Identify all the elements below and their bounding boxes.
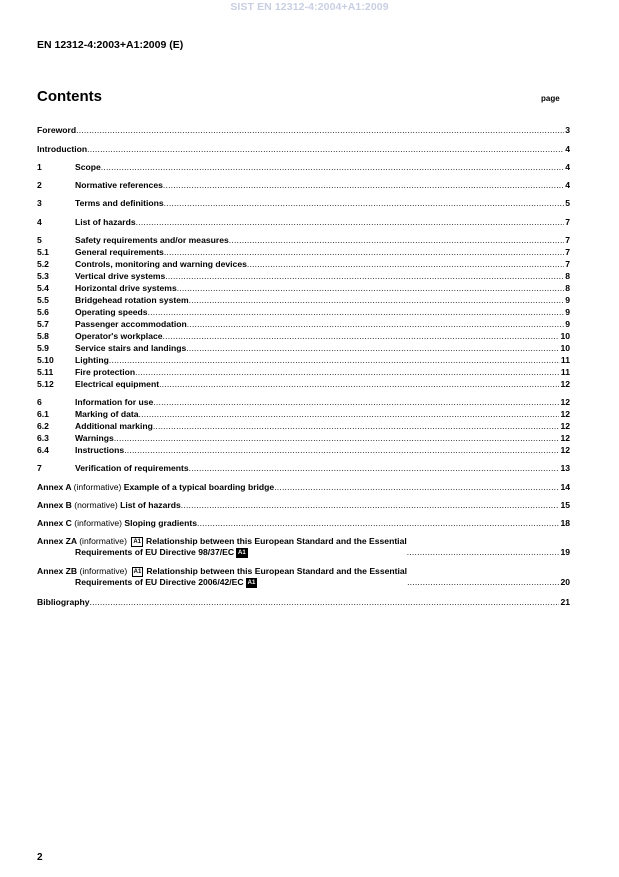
dot-leader bbox=[109, 355, 560, 366]
toc-entry-page: 20 bbox=[560, 577, 570, 587]
toc-entry-title: List of hazards bbox=[75, 217, 136, 227]
amendment-end-icon: A1 bbox=[247, 580, 256, 586]
toc-entry[interactable] bbox=[37, 367, 570, 378]
toc-bibliography[interactable] bbox=[37, 597, 570, 608]
toc-entry-page: 8 bbox=[565, 283, 570, 293]
toc-entry[interactable] bbox=[37, 433, 570, 444]
annex-title: Example of a typical boarding bridge bbox=[123, 482, 275, 492]
toc-entry-title: Safety requirements and/or measures bbox=[75, 235, 229, 245]
toc-entry[interactable] bbox=[37, 198, 570, 209]
toc-entry-number: 5.10 bbox=[37, 355, 54, 365]
dot-leader bbox=[87, 144, 564, 155]
toc-entry-page: 7 bbox=[565, 259, 570, 269]
toc-entry-number: 5.5 bbox=[37, 295, 49, 305]
dot-leader bbox=[189, 463, 560, 474]
toc-annex-za[interactable] bbox=[37, 536, 570, 558]
page-column-label: page bbox=[541, 94, 560, 103]
toc-entry-page: 18 bbox=[560, 518, 570, 528]
toc-entry[interactable] bbox=[37, 463, 570, 474]
toc-entry[interactable] bbox=[37, 295, 570, 306]
toc-entry-title: Operator's workplace bbox=[75, 331, 163, 341]
toc-entry-number: 6.2 bbox=[37, 421, 49, 431]
toc-entry-number: 5.2 bbox=[37, 259, 49, 269]
document-id: EN 12312-4:2003+A1:2009 (E) bbox=[37, 39, 184, 51]
toc-entry-number: 5.12 bbox=[37, 379, 54, 389]
annex-kind: (informative) bbox=[74, 518, 123, 528]
toc-annex-zb[interactable] bbox=[37, 566, 570, 588]
annex-kind: (informative) bbox=[79, 566, 128, 576]
toc-entry-page: 4 bbox=[565, 162, 570, 172]
toc-entry-title: Vertical drive systems bbox=[75, 271, 166, 281]
toc-entry[interactable] bbox=[37, 271, 570, 282]
annex-label: Annex ZA bbox=[37, 536, 77, 546]
toc-entry-number: 6.3 bbox=[37, 433, 49, 443]
toc-entry-page: 9 bbox=[565, 295, 570, 305]
toc-entry-page: 11 bbox=[560, 355, 570, 365]
toc-entry-title: Bibliography bbox=[37, 597, 90, 607]
toc-entry-title: Fire protection bbox=[75, 367, 136, 377]
annex-kind: (informative) bbox=[73, 482, 122, 492]
dot-leader bbox=[114, 433, 560, 444]
toc-entry-page: 15 bbox=[560, 500, 570, 510]
dot-leader bbox=[165, 271, 564, 282]
toc-entry-page: 11 bbox=[560, 367, 570, 377]
toc-entry-page: 9 bbox=[565, 319, 570, 329]
dot-leader bbox=[181, 500, 560, 511]
dot-leader bbox=[101, 162, 564, 173]
annex-label: Annex C bbox=[37, 518, 72, 528]
annex-title: Sloping gradients bbox=[124, 518, 197, 528]
toc-entry[interactable] bbox=[37, 144, 570, 155]
footer-page-number: 2 bbox=[37, 852, 43, 863]
toc-annex-c[interactable] bbox=[37, 518, 570, 529]
toc-entry-number: 2 bbox=[37, 180, 42, 190]
toc-entry-page: 12 bbox=[560, 445, 570, 455]
annex-label: Annex B bbox=[37, 500, 72, 510]
dot-leader bbox=[407, 547, 560, 558]
toc-entry-number: 1 bbox=[37, 162, 42, 172]
toc-entry-page: 5 bbox=[565, 198, 570, 208]
toc-entry-page: 12 bbox=[560, 433, 570, 443]
toc-entry-number: 5 bbox=[37, 235, 42, 245]
toc-entry-title: Instructions bbox=[75, 445, 125, 455]
amendment-start-icon: A1 bbox=[133, 539, 142, 545]
toc-entry[interactable] bbox=[37, 409, 570, 420]
amendment-start-icon: A1 bbox=[133, 569, 142, 575]
dot-leader bbox=[163, 180, 564, 191]
toc-entry-title: Scope bbox=[75, 162, 101, 172]
toc-entry-number: 5.1 bbox=[37, 247, 49, 257]
toc-entry[interactable] bbox=[37, 217, 570, 228]
toc-entry-title: Terms and definitions bbox=[75, 198, 164, 208]
toc-entry[interactable] bbox=[37, 319, 570, 330]
toc-entry-number: 5.3 bbox=[37, 271, 49, 281]
toc-entry[interactable] bbox=[37, 162, 570, 173]
dot-leader bbox=[135, 367, 560, 378]
toc-entry-page: 13 bbox=[560, 463, 570, 473]
toc-entry[interactable] bbox=[37, 331, 570, 342]
toc-entry-page: 4 bbox=[565, 144, 570, 154]
toc-entry-title: Introduction bbox=[37, 144, 88, 154]
dot-leader bbox=[124, 445, 559, 456]
toc-entry[interactable] bbox=[37, 235, 570, 246]
toc-entry-number: 5.7 bbox=[37, 319, 49, 329]
toc-entry-number: 7 bbox=[37, 463, 42, 473]
toc-entry-number: 6.1 bbox=[37, 409, 49, 419]
toc-entry-title: General requirements bbox=[75, 247, 164, 257]
toc-entry[interactable] bbox=[37, 379, 570, 390]
toc-entry[interactable] bbox=[37, 421, 570, 432]
annex-title-line1: Relationship between this European Standard and the Essential bbox=[146, 536, 407, 546]
dot-leader bbox=[247, 259, 564, 270]
toc-entry-title: Additional marking bbox=[75, 421, 153, 431]
toc-entry-page: 14 bbox=[560, 482, 570, 492]
toc-entry[interactable] bbox=[37, 307, 570, 318]
toc-entry[interactable] bbox=[37, 343, 570, 354]
toc-entry-page: 21 bbox=[560, 597, 570, 607]
dot-leader bbox=[148, 307, 565, 318]
toc-entry-page: 12 bbox=[560, 421, 570, 431]
toc-entry-page: 4 bbox=[565, 180, 570, 190]
toc-entry-number: 6 bbox=[37, 397, 42, 407]
toc-entry-title: Service stairs and landings bbox=[75, 343, 187, 353]
annex-kind: (normative) bbox=[74, 500, 118, 510]
dot-leader bbox=[136, 217, 565, 228]
dot-leader bbox=[407, 577, 559, 588]
toc-entry[interactable] bbox=[37, 397, 570, 408]
toc-entry-title: Warnings bbox=[75, 433, 114, 443]
toc-entry-number: 5.8 bbox=[37, 331, 49, 341]
toc-entry[interactable] bbox=[37, 125, 570, 136]
dot-leader bbox=[164, 198, 565, 209]
toc-annex-b[interactable] bbox=[37, 500, 570, 511]
dot-leader bbox=[139, 409, 560, 420]
toc-entry-number: 3 bbox=[37, 198, 42, 208]
annex-title-line2: Requirements of EU Directive 98/37/EC bbox=[75, 547, 235, 557]
toc-entry-page: 10 bbox=[560, 331, 570, 341]
contents-heading: Contents bbox=[37, 88, 102, 105]
toc-entry-number: 5.4 bbox=[37, 283, 49, 293]
annex-kind: (informative) bbox=[79, 536, 127, 546]
toc-entry-page: 7 bbox=[565, 247, 570, 257]
annex-title: List of hazards bbox=[120, 500, 181, 510]
toc-entry[interactable] bbox=[37, 247, 570, 258]
toc-entry-title: Electrical equipment bbox=[75, 379, 160, 389]
toc-entry-page: 9 bbox=[565, 307, 570, 317]
dot-leader bbox=[189, 295, 565, 306]
dot-leader bbox=[187, 319, 564, 330]
toc-entry-page: 12 bbox=[560, 379, 570, 389]
toc-entry-page: 7 bbox=[565, 235, 570, 245]
toc-entry-title: Foreword bbox=[37, 125, 77, 135]
dot-leader bbox=[164, 247, 564, 258]
toc-entry-page: 12 bbox=[560, 397, 570, 407]
dot-leader bbox=[274, 482, 559, 493]
toc-entry[interactable] bbox=[37, 259, 570, 270]
toc-entry-title: Operating speeds bbox=[75, 307, 148, 317]
toc-entry-number: 4 bbox=[37, 217, 42, 227]
toc-entry[interactable] bbox=[37, 180, 570, 191]
toc-entry-page: 19 bbox=[560, 547, 570, 557]
toc-entry-title: Controls, monitoring and warning devices bbox=[75, 259, 247, 269]
toc-entry-title: Passenger accommodation bbox=[75, 319, 187, 329]
toc-entry-page: 12 bbox=[560, 409, 570, 419]
toc-entry-number: 6.4 bbox=[37, 445, 49, 455]
dot-leader bbox=[159, 379, 559, 390]
dot-leader bbox=[153, 397, 559, 408]
dot-leader bbox=[90, 597, 560, 608]
toc-entry-page: 10 bbox=[560, 343, 570, 353]
annex-label: Annex ZB bbox=[37, 566, 78, 576]
toc-entry-number: 5.9 bbox=[37, 343, 49, 353]
toc-entry-page: 7 bbox=[565, 217, 570, 227]
dot-leader bbox=[153, 421, 560, 432]
toc-entry-number: 5.6 bbox=[37, 307, 49, 317]
toc-entry-page: 3 bbox=[565, 125, 570, 135]
amendment-end-icon: A1 bbox=[238, 550, 246, 556]
toc-entry-title: Information for use bbox=[75, 397, 154, 407]
toc-entry-title: Normative references bbox=[75, 180, 163, 190]
toc-entry-number: 5.11 bbox=[37, 367, 54, 377]
toc-entry-title: Verification of requirements bbox=[75, 463, 189, 473]
dot-leader bbox=[177, 283, 564, 294]
toc-entry-title: Lighting bbox=[75, 355, 109, 365]
toc-entry[interactable] bbox=[37, 355, 570, 366]
toc-entry-title: Marking of data bbox=[75, 409, 139, 419]
annex-title-line1: Relationship between this European Standard and the Essential bbox=[146, 566, 408, 576]
dot-leader bbox=[76, 125, 564, 136]
dot-leader bbox=[229, 235, 564, 246]
watermark: SIST EN 12312-4:2004+A1:2009 bbox=[230, 1, 389, 13]
toc-entry-title: Bridgehead rotation system bbox=[75, 295, 189, 305]
toc-annex-a[interactable] bbox=[37, 482, 570, 493]
dot-leader bbox=[197, 518, 559, 529]
dot-leader bbox=[163, 331, 560, 342]
toc-entry-page: 8 bbox=[565, 271, 570, 281]
toc-entry-title: Horizontal drive systems bbox=[75, 283, 177, 293]
annex-label: Annex A bbox=[37, 482, 72, 492]
annex-title-line2: Requirements of EU Directive 2006/42/EC bbox=[75, 577, 244, 587]
toc-entry[interactable] bbox=[37, 283, 570, 294]
dot-leader bbox=[186, 343, 559, 354]
toc-entry[interactable] bbox=[37, 445, 570, 456]
